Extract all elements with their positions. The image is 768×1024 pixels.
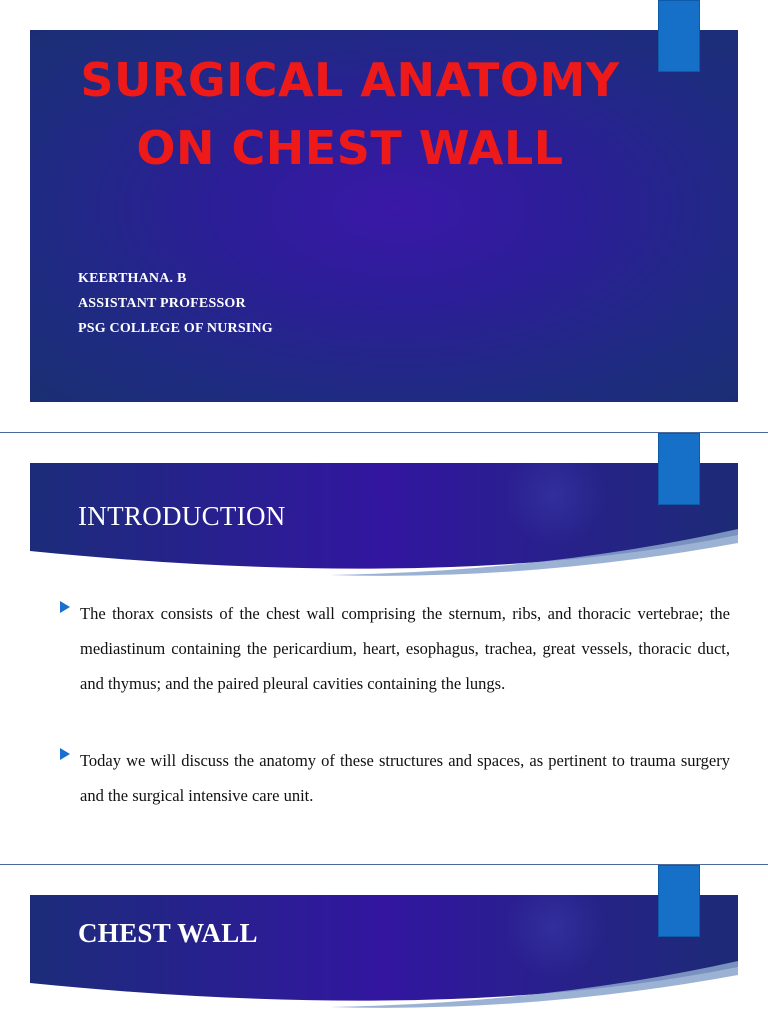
- bullet-text: The thorax consists of the chest wall comprising the sternum, ribs, and thoracic vertebrae; the mediastinum containing the pericardium, heart, esophagus, trachea, great vessels, thoracic duct, and thymus; and the paired pleural cavities containing the lungs.: [80, 604, 730, 693]
- author-name: KEERTHANA. B: [78, 271, 187, 286]
- bullet-item: [60, 743, 730, 813]
- bullet-item: [60, 596, 730, 701]
- slide-heading: CHEST WALL: [78, 918, 258, 948]
- slide-heading: INTRODUCTION: [78, 501, 286, 531]
- bullet-arrow-icon: [60, 601, 70, 613]
- title-slide: [0, 0, 768, 432]
- bullet-text: Today we will discuss the anatomy of these structures and spaces, as pertinent to trauma surgery and the surgical intensive care unit.: [80, 751, 730, 805]
- author-affiliation: PSG COLLEGE OF NURSING: [78, 321, 273, 336]
- bullet-arrow-icon: [60, 748, 70, 760]
- chest-wall-slide: [0, 865, 768, 1024]
- introduction-slide: [0, 433, 768, 864]
- heading-banner: [30, 895, 738, 1010]
- title-line-2: ON CHEST WALL: [136, 121, 564, 175]
- title-line-1: SURGICAL ANATOMY: [80, 53, 620, 107]
- accent-bar: [658, 433, 700, 505]
- accent-bar: [658, 865, 700, 937]
- author-title: ASSISTANT PROFESSOR: [78, 296, 246, 311]
